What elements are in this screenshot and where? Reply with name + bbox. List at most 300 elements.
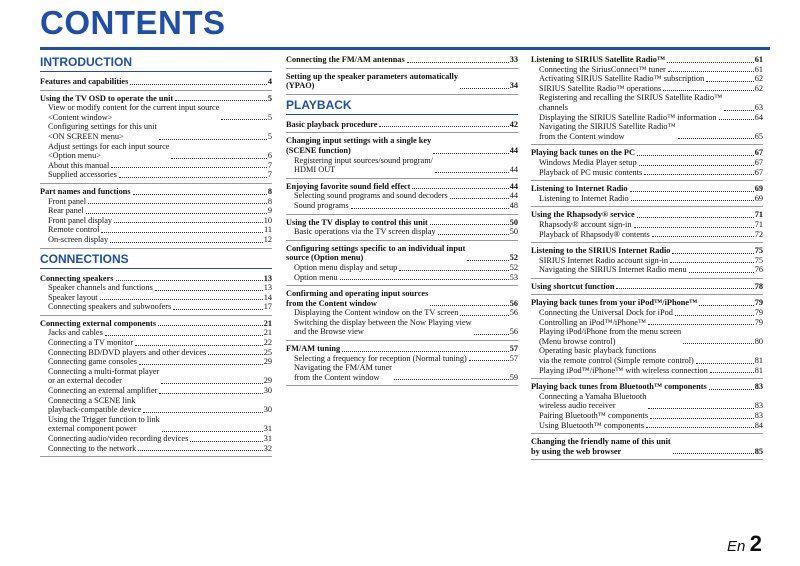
toc-entry-title: Confirming and operating input sources from the Content window [286,289,429,308]
toc-entry-page: 80 [754,336,763,346]
toc-entry-page: 85 [754,446,763,456]
dot-leader [119,177,267,178]
toc-heading-entry[interactable] [531,282,763,292]
dot-leader [412,188,508,189]
toc-entry-title: Rear panel [48,206,84,216]
toc-entry[interactable] [40,235,272,245]
toc-entry-title: Listening to Internet Radio [539,193,629,203]
toc-entry[interactable] [40,142,272,161]
toc-heading-entry[interactable] [40,77,272,87]
dot-leader [648,408,753,409]
toc-group [40,77,272,91]
dot-leader [430,305,508,306]
toc-entry-title: Connecting the SiriusConnect™ tuner [539,64,666,74]
toc-entry[interactable] [40,357,272,367]
toc-entry-page: 79 [754,298,763,308]
toc-entry[interactable] [40,283,272,293]
dot-leader [221,119,266,120]
toc-entry[interactable] [531,194,763,204]
toc-entry-title: Using the TV display to control this unit [286,217,428,227]
dot-leader [138,450,262,451]
toc-entry-page: 63 [754,102,763,112]
toc-group [286,218,518,241]
toc-group [531,282,763,296]
toc-entry[interactable] [40,302,272,312]
toc-entry-page: 21 [263,328,272,338]
toc-entry-page: 7 [267,170,272,180]
toc-entry-title: Selecting a frequency for reception (Normal tuning) [294,353,467,363]
toc-entry-page: 56 [509,327,518,337]
toc-entry-page: 44 [509,181,518,191]
toc-entry[interactable] [531,366,763,376]
toc-entry[interactable] [40,367,272,386]
dot-leader [710,372,754,373]
dot-leader [675,315,754,316]
toc-entry-page: 81 [754,356,763,366]
toc-entry-title: Option menu [294,272,338,282]
toc-entry-title: Changing the friendly name of this unit by using the web browser [531,437,671,456]
toc-entry[interactable] [531,113,763,123]
toc-heading-entry[interactable] [286,289,518,308]
toc-entry-page: 67 [754,167,763,177]
toc-entry[interactable] [40,293,272,303]
dot-leader [699,305,753,306]
toc-entry[interactable] [286,308,518,318]
toc-group [286,182,518,215]
toc-entry-title: Operating basic playback functions via the remote control (Simple remote control) [539,346,694,366]
toc-group [531,210,763,243]
toc-group [286,72,518,95]
toc-entry-page: 62 [754,74,763,84]
dot-leader [474,334,509,335]
toc-entry-title: Using the Rhapsody® service [531,210,635,220]
toc-entry-title: Speaker channels and functions [48,283,153,293]
toc-entry[interactable] [286,201,518,211]
toc-entry[interactable] [531,318,763,328]
toc-entry-page: 8 [267,186,272,196]
dot-leader [689,272,754,273]
toc-entry-title: Playing back tunes from your iPod™/iPhone™ [531,298,698,308]
toc-entry-page: 42 [509,119,518,129]
toc-heading-entry[interactable] [531,246,763,256]
toc-entry-page: 57 [509,353,518,363]
toc-entry-title: SIRIUS Internet Radio account sign-in [539,255,669,265]
toc-entry-title: Connecting audio/video recording devices [48,434,189,443]
toc-heading-entry[interactable] [531,148,763,158]
toc-entry-page: 5 [267,131,272,141]
dot-leader [139,364,263,365]
toc-heading-entry[interactable] [531,298,763,308]
dot-leader [469,360,509,361]
toc-entry[interactable] [531,158,763,168]
dot-leader [467,260,508,261]
dot-leader [159,139,267,140]
toc-entry[interactable] [40,197,272,207]
dot-leader [644,174,753,175]
toc-heading-entry[interactable] [286,182,518,192]
toc-entry-title: Controlling an iPod™/iPhone™ [539,317,647,327]
toc-entry-title: Playback of PC music contents [539,167,643,177]
toc-entry-title: Connecting a Yamaha Bluetooth wireless audio receiver [539,391,647,411]
toc-entry-title: Connecting BD/DVD players and other devices [48,347,207,357]
dot-leader [637,155,754,156]
toc-entry-title: Selecting sound programs and sound decoders [294,191,448,201]
toc-entry[interactable] [40,348,272,358]
toc-entry-title: Remote control [48,225,100,235]
toc-entry-title: Configuring settings for this unit <ON SCREEN menu> [48,122,157,141]
dot-leader [724,110,753,111]
dot-leader [672,253,753,254]
toc-column-1 [40,55,272,460]
toc-entry[interactable] [531,93,763,112]
dot-leader [158,325,263,326]
toc-entry-page: 48 [509,200,518,210]
dot-leader [143,412,262,413]
toc-entry-page: 76 [754,265,763,275]
toc-entry[interactable] [286,227,518,237]
toc-entry[interactable] [286,318,518,337]
toc-entry-page: 71 [754,219,763,229]
toc-heading-entry[interactable] [40,187,272,197]
toc-heading-entry[interactable] [531,210,763,220]
toc-entry-page: 31 [263,434,272,443]
dot-leader [637,217,754,218]
dot-leader [116,280,263,281]
toc-entry-title: Jacks and cables [48,328,103,338]
toc-entry-title: Supplied accessories [48,170,117,180]
toc-heading-entry[interactable] [40,94,272,104]
dot-leader [652,236,754,237]
section-heading: INTRODUCTION [40,55,272,72]
toc-entry-page: 61 [754,55,763,64]
toc-group [286,244,518,286]
dot-leader [162,431,263,432]
toc-entry[interactable] [531,122,763,141]
toc-entry[interactable] [40,216,272,226]
toc-entry[interactable] [40,206,272,216]
toc-entry[interactable] [286,273,518,283]
toc-entry-title: About this manual [48,160,110,170]
toc-entry-page: 61 [754,64,763,74]
toc-entry-title: Listening to the SIRIUS Internet Radio [531,246,671,256]
toc-entry-page: 30 [263,405,272,415]
toc-entry-title: On-screen display [48,234,109,244]
toc-entry-page: 83 [754,401,763,411]
toc-group [531,382,763,434]
dot-leader [706,81,753,82]
dot-leader [340,279,509,280]
toc-entry[interactable] [531,168,763,178]
toc-entry-page: 31 [263,424,272,434]
toc-heading-entry[interactable] [286,120,518,130]
toc-entry-title: FM/AM tuning [286,344,341,354]
toc-entry-page: 75 [754,246,763,256]
toc-entry[interactable] [531,265,763,275]
toc-entry-title: Playback of Rhapsody® contents [539,229,650,239]
toc-entry[interactable] [40,170,272,180]
toc-heading-entry[interactable] [40,274,272,284]
toc-entry-page: 9 [267,206,272,216]
dot-leader [161,383,262,384]
toc-entry-page: 29 [263,357,272,367]
toc-entry-title: Switching the display between the Now Playing view and the Browse view [294,317,472,337]
toc-group [531,437,763,460]
section-heading: PLAYBACK [286,98,518,115]
toc-entry[interactable] [40,434,272,444]
toc-column-3 [531,55,763,463]
dot-leader [709,389,754,390]
dot-leader [394,379,509,380]
toc-entry-title: Pairing Bluetooth™ components [539,411,649,420]
toc-entry[interactable] [40,161,272,171]
toc-heading-entry[interactable] [286,55,518,65]
toc-entry[interactable] [531,411,763,421]
toc-entry[interactable] [531,84,763,94]
dot-leader [130,84,266,85]
toc-entry-title: Listening to Internet Radio [531,184,628,194]
toc-heading-entry[interactable] [286,218,518,228]
toc-entry-page: 50 [509,227,518,237]
toc-entry[interactable] [531,346,763,365]
dot-leader [190,441,262,442]
toc-entry-page: 84 [754,420,763,430]
toc-entry-page: 11 [264,225,272,235]
toc-entry-page: 67 [754,148,763,158]
toc-entry-page: 52 [509,262,518,272]
toc-entry-page: 13 [263,283,272,293]
toc-entry[interactable] [40,444,272,454]
dot-leader [430,224,509,225]
toc-entry-title: Speaker layout [48,292,98,302]
toc-entry-title: SIRIUS Satellite Radio™ operations [539,83,662,93]
toc-entry-page: 14 [263,292,272,302]
toc-entry-page: 52 [509,253,518,263]
toc-entry-title: Playing back tunes from Bluetooth™ components [531,382,707,392]
toc-entry-page: 79 [754,317,763,327]
toc-heading-entry[interactable] [531,184,763,194]
toc-entry-title: Connecting to the network [48,443,137,453]
toc-group [40,187,272,249]
toc-heading-entry[interactable] [286,344,518,354]
toc-entry[interactable] [531,327,763,346]
toc-entry[interactable] [531,74,763,84]
toc-entry[interactable] [531,220,763,230]
toc-group [40,319,272,457]
toc-entry[interactable] [286,363,518,382]
dot-leader [438,234,509,235]
toc-entry-page: 30 [263,386,272,396]
toc-entry-title: Navigating the FM/AM tuner from the Content window [294,363,392,382]
toc-entry-page: 71 [754,210,763,220]
toc-group [286,289,518,341]
toc-entry-title: Configuring settings specific to an individual input source (Option menu) [286,243,466,263]
toc-entry[interactable] [40,415,272,434]
toc-entry-page: 44 [509,145,518,155]
dot-leader [175,100,267,101]
toc-entry[interactable] [531,230,763,240]
dot-leader [648,324,754,325]
toc-entry-page: 32 [263,443,272,453]
toc-entry-title: Basic playback procedure [286,119,378,129]
toc-entry[interactable] [40,396,272,415]
toc-entry-title: Connecting an external amplifier [48,386,158,396]
dot-leader [646,427,754,428]
toc-heading-entry[interactable] [286,72,518,91]
dot-leader [208,354,262,355]
toc-entry[interactable] [531,308,763,318]
toc-entry-page: 65 [754,131,763,141]
toc-heading-entry[interactable] [286,136,518,155]
toc-entry[interactable] [286,354,518,364]
toc-entry-title: Playing back tunes on the PC [531,148,635,158]
toc-entry-title: Navigating the SIRIUS Internet Radio menu [539,265,687,275]
dot-leader [342,351,509,352]
toc-entry-title: Registering input sources/sound program/ HDMI OUT [294,155,433,175]
toc-entry-page: 21 [263,318,272,328]
dot-leader [650,418,754,419]
toc-entry-page: 8 [267,196,272,206]
dot-leader [616,288,753,289]
dot-leader [433,153,508,154]
toc-entry-page: 67 [754,157,763,167]
toc-heading-entry[interactable] [531,382,763,392]
toc-entry-title: Sound programs [294,200,349,210]
toc-entry-page: 44 [509,191,518,201]
dot-leader [683,343,754,344]
dot-leader [630,191,754,192]
toc-entry[interactable] [531,256,763,266]
toc-entry-title: Connecting the Universal Dock for iPod [539,308,673,318]
toc-entry-title: Rhapsody® account sign-in [539,219,632,229]
toc-entry-title: Playing iPod™/iPhone™ with wireless connection [539,365,708,375]
toc-entry-page: 81 [754,365,763,375]
dot-leader [450,198,509,199]
dot-leader [111,167,267,168]
dot-leader [407,62,509,63]
toc-entry[interactable] [40,225,272,235]
page-number: 2 [749,531,762,556]
toc-entry-page: 29 [263,376,272,386]
toc-entry-title: Displaying the Content window on the TV screen [294,308,459,318]
dot-leader [667,62,754,63]
toc-entry[interactable] [286,191,518,201]
toc-entry[interactable] [40,328,272,338]
toc-entry-page: 22 [263,338,272,348]
toc-entry-page: 6 [267,151,272,161]
dot-leader [100,299,263,300]
dot-leader [133,194,267,195]
toc-group [286,344,518,386]
dot-leader [634,227,754,228]
toc-entry-page: 69 [754,193,763,203]
toc-entry[interactable] [531,392,763,411]
dot-leader [105,335,263,336]
dot-leader [631,200,754,201]
toc-entry[interactable] [286,263,518,273]
toc-entry-page: 25 [263,347,272,357]
dot-leader [435,172,509,173]
toc-entry-title: Using shortcut function [531,281,615,291]
toc-entry-title: Using Bluetooth™ components [539,420,644,430]
toc-entry-page: 13 [263,273,272,283]
toc-entry-title: Front panel [48,196,87,206]
toc-heading-entry[interactable] [531,55,763,65]
dot-leader [696,363,754,364]
dot-leader [110,242,263,243]
toc-entry-page: 83 [754,411,763,420]
toc-entry-title: Connecting speakers and subwoofers [48,302,172,312]
dot-leader [663,90,754,91]
toc-group [531,246,763,279]
toc-heading-entry[interactable] [531,437,763,456]
dot-leader [460,88,509,89]
dot-leader [719,119,754,120]
toc-entry-title: Setting up the speaker parameters automatically (YPAO) [286,71,458,91]
toc-entry-page: 56 [509,308,518,318]
dot-leader [639,165,754,166]
toc-entry-page: 4 [267,77,272,86]
toc-entry-page: 44 [509,165,518,175]
toc-heading-entry[interactable] [40,319,272,329]
toc-entry-title: View or modify content for the current input source <Content window> [48,103,220,122]
section-heading: CONNECTIONS [40,252,272,269]
toc-entry-page: 59 [509,372,518,382]
toc-entry[interactable] [40,386,272,396]
toc-entry-title: Displaying the SIRIUS Satellite Radio™ information [539,112,717,122]
toc-entry-page: 72 [754,229,763,239]
toc-column-2 [286,55,518,389]
toc-entry[interactable] [531,65,763,75]
toc-entry-title: Enjoying favorite sound field effect [286,181,411,191]
toc-heading-entry[interactable] [286,244,518,263]
toc-entry[interactable] [286,156,518,175]
toc-group [531,184,763,207]
toc-entry-page: 64 [754,112,763,122]
toc-entry-title: Connecting a TV monitor [48,338,134,348]
toc-entry-title: Connecting the FM/AM antennas [286,55,405,64]
dot-leader [101,232,263,233]
toc-entry-page: 33 [509,55,518,64]
toc-entry-page: 7 [267,160,272,170]
toc-entry-page: 56 [509,298,518,308]
toc-entry-title: Playing iPod/iPhone from the menu screen (Menu browse control) [539,327,682,346]
toc-entry-title: Using the TV OSD to operate the unit [40,93,174,103]
toc-entry-title: Connecting external components [40,318,157,328]
toc-entry[interactable] [40,122,272,141]
toc-entry-title: Option menu display and setup [294,262,398,272]
dot-leader [668,71,754,72]
toc-entry-page: 5 [267,93,272,103]
toc-entry[interactable] [40,103,272,122]
toc-entry-title: Changing input settings with a single key (SCENE function) [286,136,432,155]
toc-entry-page: 78 [754,281,763,291]
toc-entry[interactable] [531,421,763,431]
page-title: CONTENTS [40,4,226,41]
toc-entry-page: 50 [509,217,518,227]
toc-entry-title: Part names and functions [40,186,131,196]
dot-leader [673,453,754,454]
dot-leader [678,138,754,139]
toc-entry-page: 17 [263,302,272,312]
toc-entry-title: Navigating the SIRIUS Satellite Radio™ from the Content window [539,122,676,141]
toc-entry-page: 57 [509,344,518,354]
dot-leader [379,126,508,127]
dot-leader [86,213,267,214]
toc-entry-page: 83 [754,382,763,392]
dot-leader [460,315,508,316]
toc-entry-title: Connecting a multi-format player or an external decoder [48,366,160,386]
toc-entry[interactable] [40,338,272,348]
